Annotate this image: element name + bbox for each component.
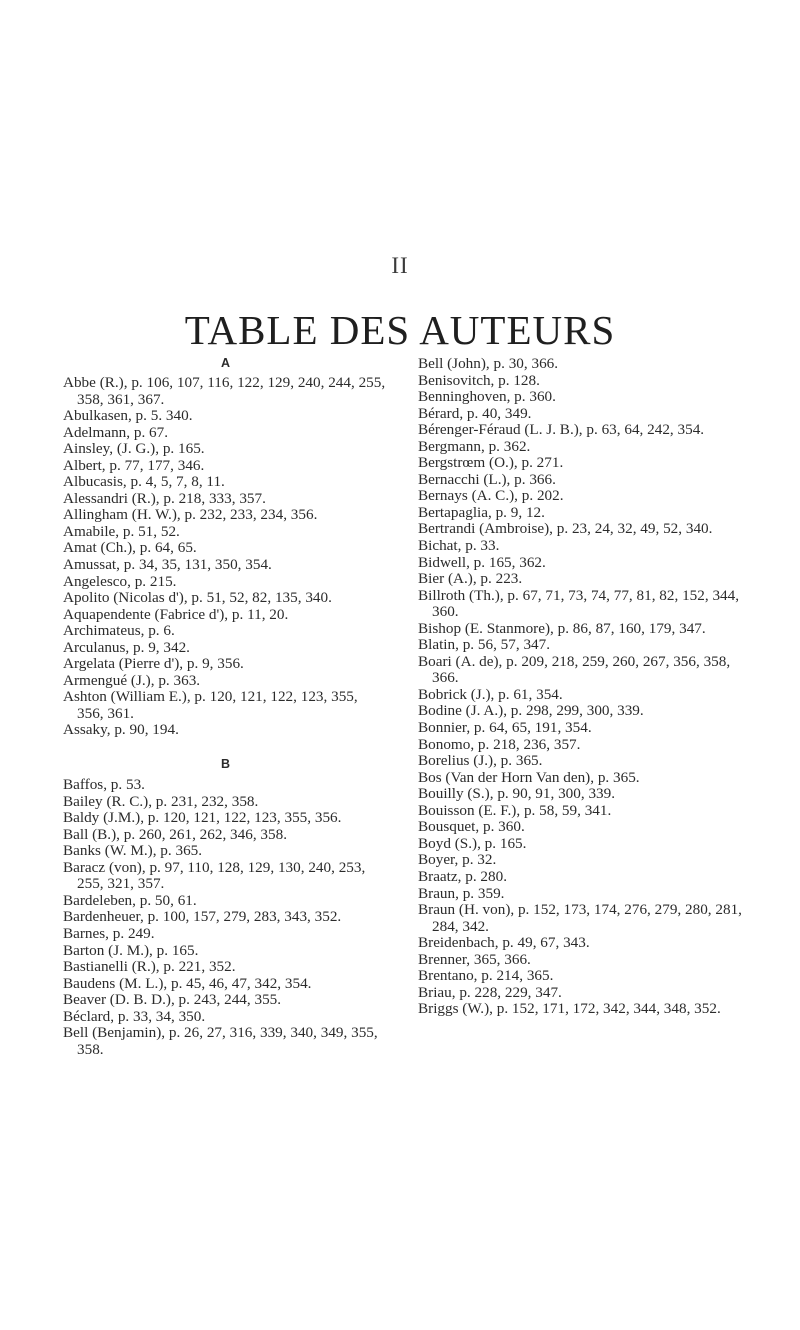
index-entry: Braatz, p. 280. — [418, 867, 507, 885]
index-entry: Arculanus, p. 9, 342. — [63, 638, 190, 656]
section-letter-a: A — [220, 356, 231, 370]
index-entry: Bobrick (J.), p. 61, 354. — [418, 685, 563, 703]
section-b-entries — [63, 777, 388, 1058]
index-entry: Baldy (J.M.), p. 120, 121, 122, 123, 355, 356. — [63, 809, 342, 827]
index-entry: Ball (B.), p. 260, 261, 262, 346, 358. — [63, 825, 288, 843]
index-entry: Argelata (Pierre d'), p. 9, 356. — [63, 655, 244, 673]
index-entry: Baracz (von), p. 97, 110, 128, 129, 130, 240, 253, 255, 321, 357. — [63, 858, 366, 893]
index-entry: Bouilly (S.), p. 90, 91, 300, 339. — [418, 785, 616, 803]
index-entry: Albucasis, p. 4, 5, 7, 8, 11. — [63, 473, 225, 491]
index-entry: Braun (H. von), p. 152, 173, 174, 276, 279, 280, 281, 284, 342. — [418, 901, 742, 935]
index-entry: Ainsley, (J. G.), p. 165. — [63, 440, 205, 458]
index-entry: Allingham (H. W.), p. 232, 233, 234, 356. — [63, 506, 318, 524]
index-entry: Alessandri (R.), p. 218, 333, 357. — [63, 489, 266, 507]
index-entry: Bergmann, p. 362. — [418, 437, 531, 455]
index-entry: Bertapaglia, p. 9, 12. — [418, 503, 545, 521]
index-entry: Bérenger-Féraud (L. J. B.), p. 63, 64, 242, 354. — [418, 421, 705, 439]
index-entry: Brenner, 365, 366. — [418, 950, 531, 968]
section-letter-b: B — [220, 757, 231, 772]
index-entry: Bernacchi (L.), p. 366. — [418, 470, 556, 488]
index-entry: Bastianelli (R.), p. 221, 352. — [63, 958, 236, 976]
index-entry: Bardeleben, p. 50, 61. — [63, 891, 197, 909]
index-entry: Bonomo, p. 218, 236, 357. — [418, 735, 581, 753]
index-entry: Bardenheuer, p. 100, 157, 279, 283, 343, 352. — [63, 908, 342, 926]
index-entry: Abbe (R.), p. 106, 107, 116, 122, 129, 240, 244, 255, 358, 361, 367. — [63, 374, 386, 408]
index-entry: Amat (Ch.), p. 64, 65. — [63, 539, 197, 557]
section-number: II — [391, 253, 409, 278]
index-entry: Briau, p. 228, 229, 347. — [418, 983, 562, 1001]
index-entry: Benisovitch, p. 128. — [418, 371, 540, 389]
index-entry: Ashton (William E.), p. 120, 121, 122, 123, 355, 356, 361. — [63, 688, 358, 722]
index-entry: Bell (Benjamin), p. 26, 27, 316, 339, 340, 349, 355, 358. — [63, 1024, 378, 1058]
index-entry: Billroth (Th.), p. 67, 71, 73, 74, 77, 81, 82, 152, 344, 360. — [418, 586, 740, 621]
index-entry: Bernays (A. C.), p. 202. — [418, 487, 564, 505]
index-entry: Adelmann, p. 67. — [63, 423, 169, 441]
index-entry: Benninghoven, p. 360. — [418, 388, 556, 406]
index-entry: Angelesco, p. 215. — [63, 572, 177, 590]
index-entry: Barton (J. M.), p. 165. — [63, 941, 199, 959]
index-entry: Amabile, p. 51, 52. — [63, 522, 180, 540]
index-entry: Bier (A.), p. 223. — [418, 570, 523, 588]
index-entry: Bailey (R. C.), p. 231, 232, 358. — [63, 792, 259, 810]
index-entry: Abulkasen, p. 5. 340. — [63, 407, 193, 425]
index-entry: Bérard, p. 40, 349. — [418, 404, 532, 422]
index-entry: Albert, p. 77, 177, 346. — [63, 456, 205, 474]
index-entry: Archimateus, p. 6. — [63, 622, 175, 640]
index-entry: Bergstrœm (O.), p. 271. — [418, 454, 564, 472]
index-entry: Armengué (J.), p. 363. — [63, 671, 201, 689]
index-entry: Beaver (D. B. D.), p. 243, 244, 355. — [63, 991, 282, 1009]
index-entry: Baffos, p. 53. — [63, 776, 145, 794]
index-entry: Brentano, p. 214, 365. — [418, 967, 554, 985]
index-entry: Bodine (J. A.), p. 298, 299, 300, 339. — [418, 702, 644, 720]
index-entry: Bidwell, p. 165, 362. — [418, 553, 546, 571]
index-entry: Banks (W. M.), p. 365. — [63, 842, 203, 860]
index-entry: Blatin, p. 56, 57, 347. — [418, 636, 551, 654]
index-entry: Amussat, p. 34, 35, 131, 350, 354. — [63, 556, 272, 574]
index-entry: Boyer, p. 32. — [418, 851, 497, 869]
index-entry: Briggs (W.), p. 152, 171, 172, 342, 344, 348, 352. — [418, 1000, 721, 1018]
index-entry: Bonnier, p. 64, 65, 191, 354. — [418, 719, 592, 737]
index-entry: Assaky, p. 90, 194. — [63, 721, 179, 739]
section-a-entries — [63, 375, 388, 739]
index-entry: Bos (Van der Horn Van den), p. 365. — [418, 768, 640, 786]
index-entry: Béclard, p. 33, 34, 350. — [63, 1007, 206, 1025]
index-entry: Borelius (J.), p. 365. — [418, 752, 543, 770]
index-entry: Bousquet, p. 360. — [418, 818, 525, 836]
index-entry: Barnes, p. 249. — [63, 924, 155, 942]
right-column — [418, 356, 743, 1018]
index-entry: Bell (John), p. 30, 366. — [418, 355, 559, 372]
index-entry: Breidenbach, p. 49, 67, 343. — [418, 934, 590, 952]
index-entry: Bishop (E. Stanmore), p. 86, 87, 160, 179, 347. — [418, 619, 706, 637]
index-entry: Bichat, p. 33. — [418, 537, 500, 555]
page-title: TABLE DES AUTEURS — [184, 307, 616, 354]
index-entry: Boari (A. de), p. 209, 218, 259, 260, 267, 356, 358, 366. — [418, 652, 731, 687]
index-entry: Bouisson (E. F.), p. 58, 59, 341. — [418, 801, 612, 819]
index-entry: Braun, p. 359. — [418, 884, 505, 902]
index-entry: Boyd (S.), p. 165. — [418, 834, 527, 852]
index-entry: Aquapendente (Fabrice d'), p. 11, 20. — [63, 605, 289, 623]
index-entry: Bertrandi (Ambroise), p. 23, 24, 32, 49, 52, 340. — [418, 520, 713, 538]
left-column — [63, 352, 388, 1058]
index-entry: Apolito (Nicolas d'), p. 51, 52, 82, 135, 340. — [63, 589, 332, 607]
index-entry: Baudens (M. L.), p. 45, 46, 47, 342, 354. — [63, 974, 312, 992]
